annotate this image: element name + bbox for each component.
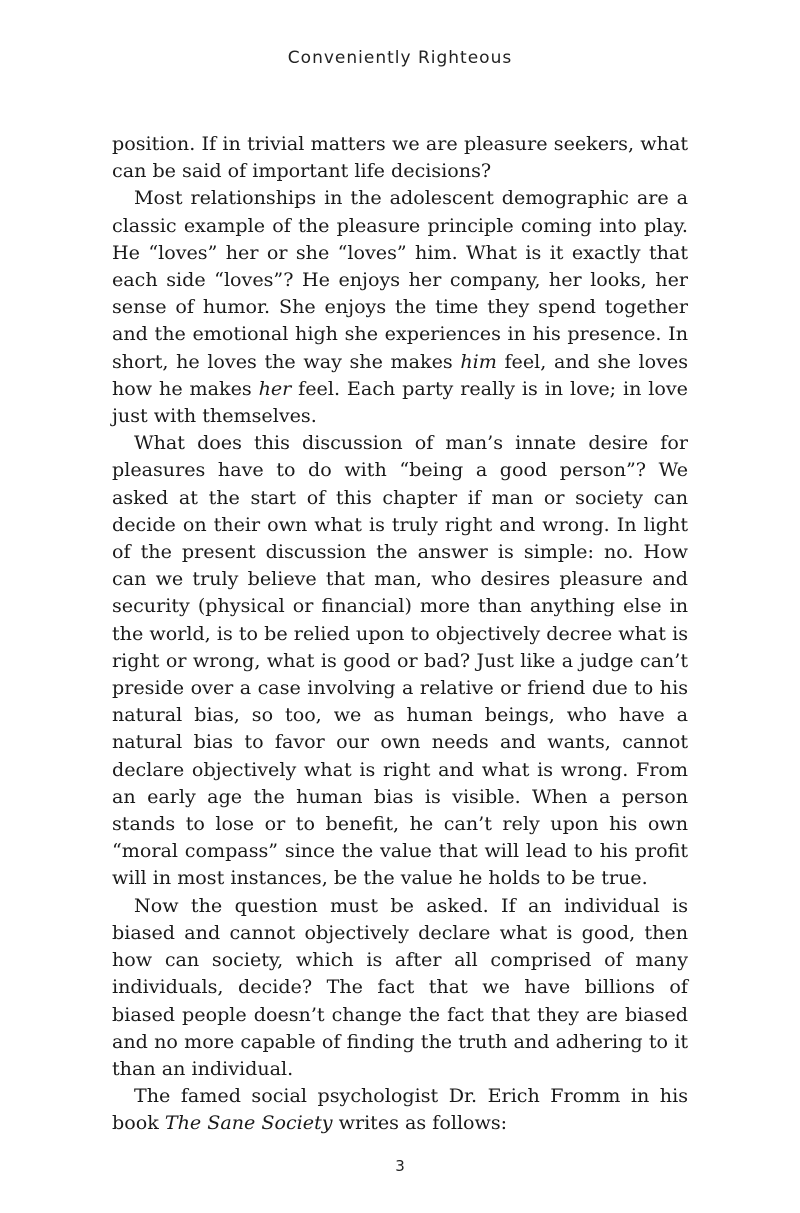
text-run: Most relationships in the adolescent demographic are a classic example of the pleasure principle coming into play. He “loves” her or she “loves” him. What is it exactly that each side “loves”? He enjoys her company, her looks, her sense of humor. She enjoys the time they spend together and the emotional high she experiences in his presence. In short, he loves the way she makes [112, 186, 688, 373]
body-text [112, 130, 688, 1137]
text-run: feel. Each party really is in love; in love just with themselves. [112, 376, 688, 428]
italic-text: him [460, 349, 497, 373]
page-number: 3 [395, 1157, 405, 1175]
italic-text: The Sane Society [164, 1111, 333, 1135]
text-run: feel, and she loves how he makes [112, 349, 689, 400]
text-run: writes as follows: [332, 1111, 508, 1135]
paragraph [112, 892, 688, 1082]
text-run: The famed social psychologist Dr. Erich Fromm in his book [112, 1084, 688, 1135]
italic-text: her [258, 376, 292, 400]
text-run: position. If in trivial matters we are pleasure seekers, what can be said of important life decisions? [112, 132, 688, 183]
text-run: Now the question must be asked. If an individual is biased and cannot objectively declare what is good, then how can society, which is after all comprised of many individuals, decide? The fact that we have billions of biased people doesn’t change the fact that they are biased and no more capable of finding the truth and adhering to it than an individual. [112, 893, 688, 1080]
text-run: What does this discussion of man’s innate desire for pleasures have to do with “being a good person”? We asked at the start of this chapter if man or society can decide on their own what is truly right and wrong. In light of the present discussion the answer is simple: no. How can we truly believe that man, who desires pleasure and security (physical or financial) more than anything else in the world, is to be relied upon to objectively decree what is right or wrong, what is good or bad? Just like a judge can’t preside over a case involving a relative or friend due to his natural bias, so too, we as human beings, who have a natural bias to favor our own needs and wants, cannot declare objectively what is right and what is wrong. From an early age the human bias is visible. When a person stands to lose or to benefit, he can’t rely upon his own “moral compass” since the value that will lead to his profit will in most instances, be the value he holds to be true. [112, 431, 688, 890]
paragraph [112, 1082, 688, 1136]
paragraph [112, 184, 688, 429]
paragraph [112, 130, 688, 184]
paragraph [112, 429, 688, 891]
running-head: Conveniently Righteous [287, 48, 513, 68]
